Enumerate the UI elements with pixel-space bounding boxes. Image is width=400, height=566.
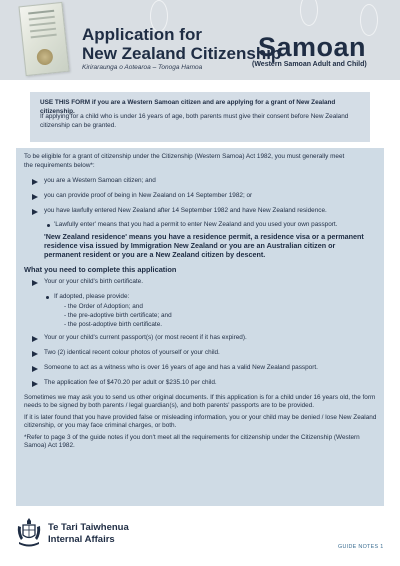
eligibility-item: you can provide proof of being in New Zealand on 14 September 1982; or <box>44 192 253 199</box>
requirement-item: The application fee of $470.20 per adult or $235.10 per child. <box>44 379 217 386</box>
requirement-item: Your or your child's birth certificate. <box>44 278 144 285</box>
bullet-arrow-icon <box>32 209 38 215</box>
form-title-line1: Application for <box>82 25 202 44</box>
header-banner <box>0 0 400 80</box>
bullet-arrow-icon <box>32 194 38 200</box>
form-subtitle-maori: Kiriraraunga o Aotearoa – Tonoga Hamoa <box>82 64 203 71</box>
bullet-arrow-icon <box>32 179 38 185</box>
main-panel <box>16 148 384 506</box>
form-type-title: Samoan <box>258 32 367 62</box>
bullet-arrow-icon <box>32 336 38 342</box>
residence-definition: 'New Zealand residence' means you have a residence permit, a residence visa or a permanent residence visa issued by Immigration New Zealand or you are an Australian citizen or permanent resident or you are a New Zealand citizen by descent. <box>44 232 364 260</box>
notice-line2: If applying for a child who is under 16 years of age, both parents must give their consent before New Zealand citizenship can be granted. <box>40 113 349 129</box>
page-reference: GUIDE NOTES 1 <box>338 544 384 550</box>
notice-line1: USE THIS FORM if you are a Western Samoan citizen and are applying for a grant of New Zealand citizenship. <box>40 99 336 115</box>
bullet-dot-icon <box>47 224 50 227</box>
adopted-item: - the pre-adoptive birth certificate; and <box>64 312 172 319</box>
bullet-arrow-icon <box>32 280 38 286</box>
requirements-heading: What you need to complete this application <box>24 265 177 274</box>
bullet-dot-icon <box>46 296 49 299</box>
eligibility-sub-item: 'Lawfully enter' means that you had a permit to enter New Zealand and you used your own passport. <box>54 221 338 228</box>
requirement-item: Your or your child's current passport(s) (or most recent if it has expired). <box>44 334 247 341</box>
form-title-line2: New Zealand Citizenship <box>82 44 282 63</box>
eligibility-item: you are a Western Samoan citizen; and <box>44 177 156 184</box>
adopted-label: If adopted, please provide: <box>54 293 130 300</box>
certificate-image <box>18 2 69 76</box>
eligibility-item: you have lawfully entered New Zealand after 14 September 1982 and have New Zealand residence. <box>44 207 327 214</box>
eligibility-intro-line2: the requirements below*: <box>24 162 95 169</box>
note-paragraph: If it is later found that you have provided false or misleading information, you or your child may be denied / lose New Zealand citizenship, or you may face criminal charges, or both. <box>24 414 377 430</box>
requirement-item: Two (2) identical recent colour photos of yourself or your child. <box>44 349 220 356</box>
coat-of-arms-icon <box>16 516 42 550</box>
bullet-arrow-icon <box>32 366 38 372</box>
note-paragraph: *Refer to page 3 of the guide notes if you don't meet all the requirements for citizenship under the Citizenship (Western Samoa) Act 1982. <box>24 434 360 450</box>
org-name-english: Internal Affairs <box>48 534 115 545</box>
bullet-arrow-icon <box>32 351 38 357</box>
eligibility-intro-line1: To be eligible for a grant of citizenship under the Citizenship (Western Samoa) Act 1982, you must generally meet <box>24 153 345 160</box>
bullet-arrow-icon <box>32 381 38 387</box>
seal-icon <box>36 48 54 66</box>
org-name-maori: Te Tari Taiwhenua <box>48 522 129 533</box>
adopted-item: - the post-adoptive birth certificate. <box>64 321 163 328</box>
adopted-item: - the Order of Adoption; and <box>64 303 143 310</box>
notice-box <box>30 92 370 142</box>
form-type-subtitle: (Western Samoan Adult and Child) <box>252 61 367 68</box>
note-paragraph: Sometimes we may ask you to send us other original documents. If this application is for a child under 16 years old, the form needs to be signed by both parents / legal guardian(s), and both parents' passports are to be provided. <box>24 394 376 410</box>
requirement-item: Someone to act as a witness who is over 16 years of age and has a valid New Zealand passport. <box>44 364 318 371</box>
decorative-leaf-icon <box>300 0 318 26</box>
